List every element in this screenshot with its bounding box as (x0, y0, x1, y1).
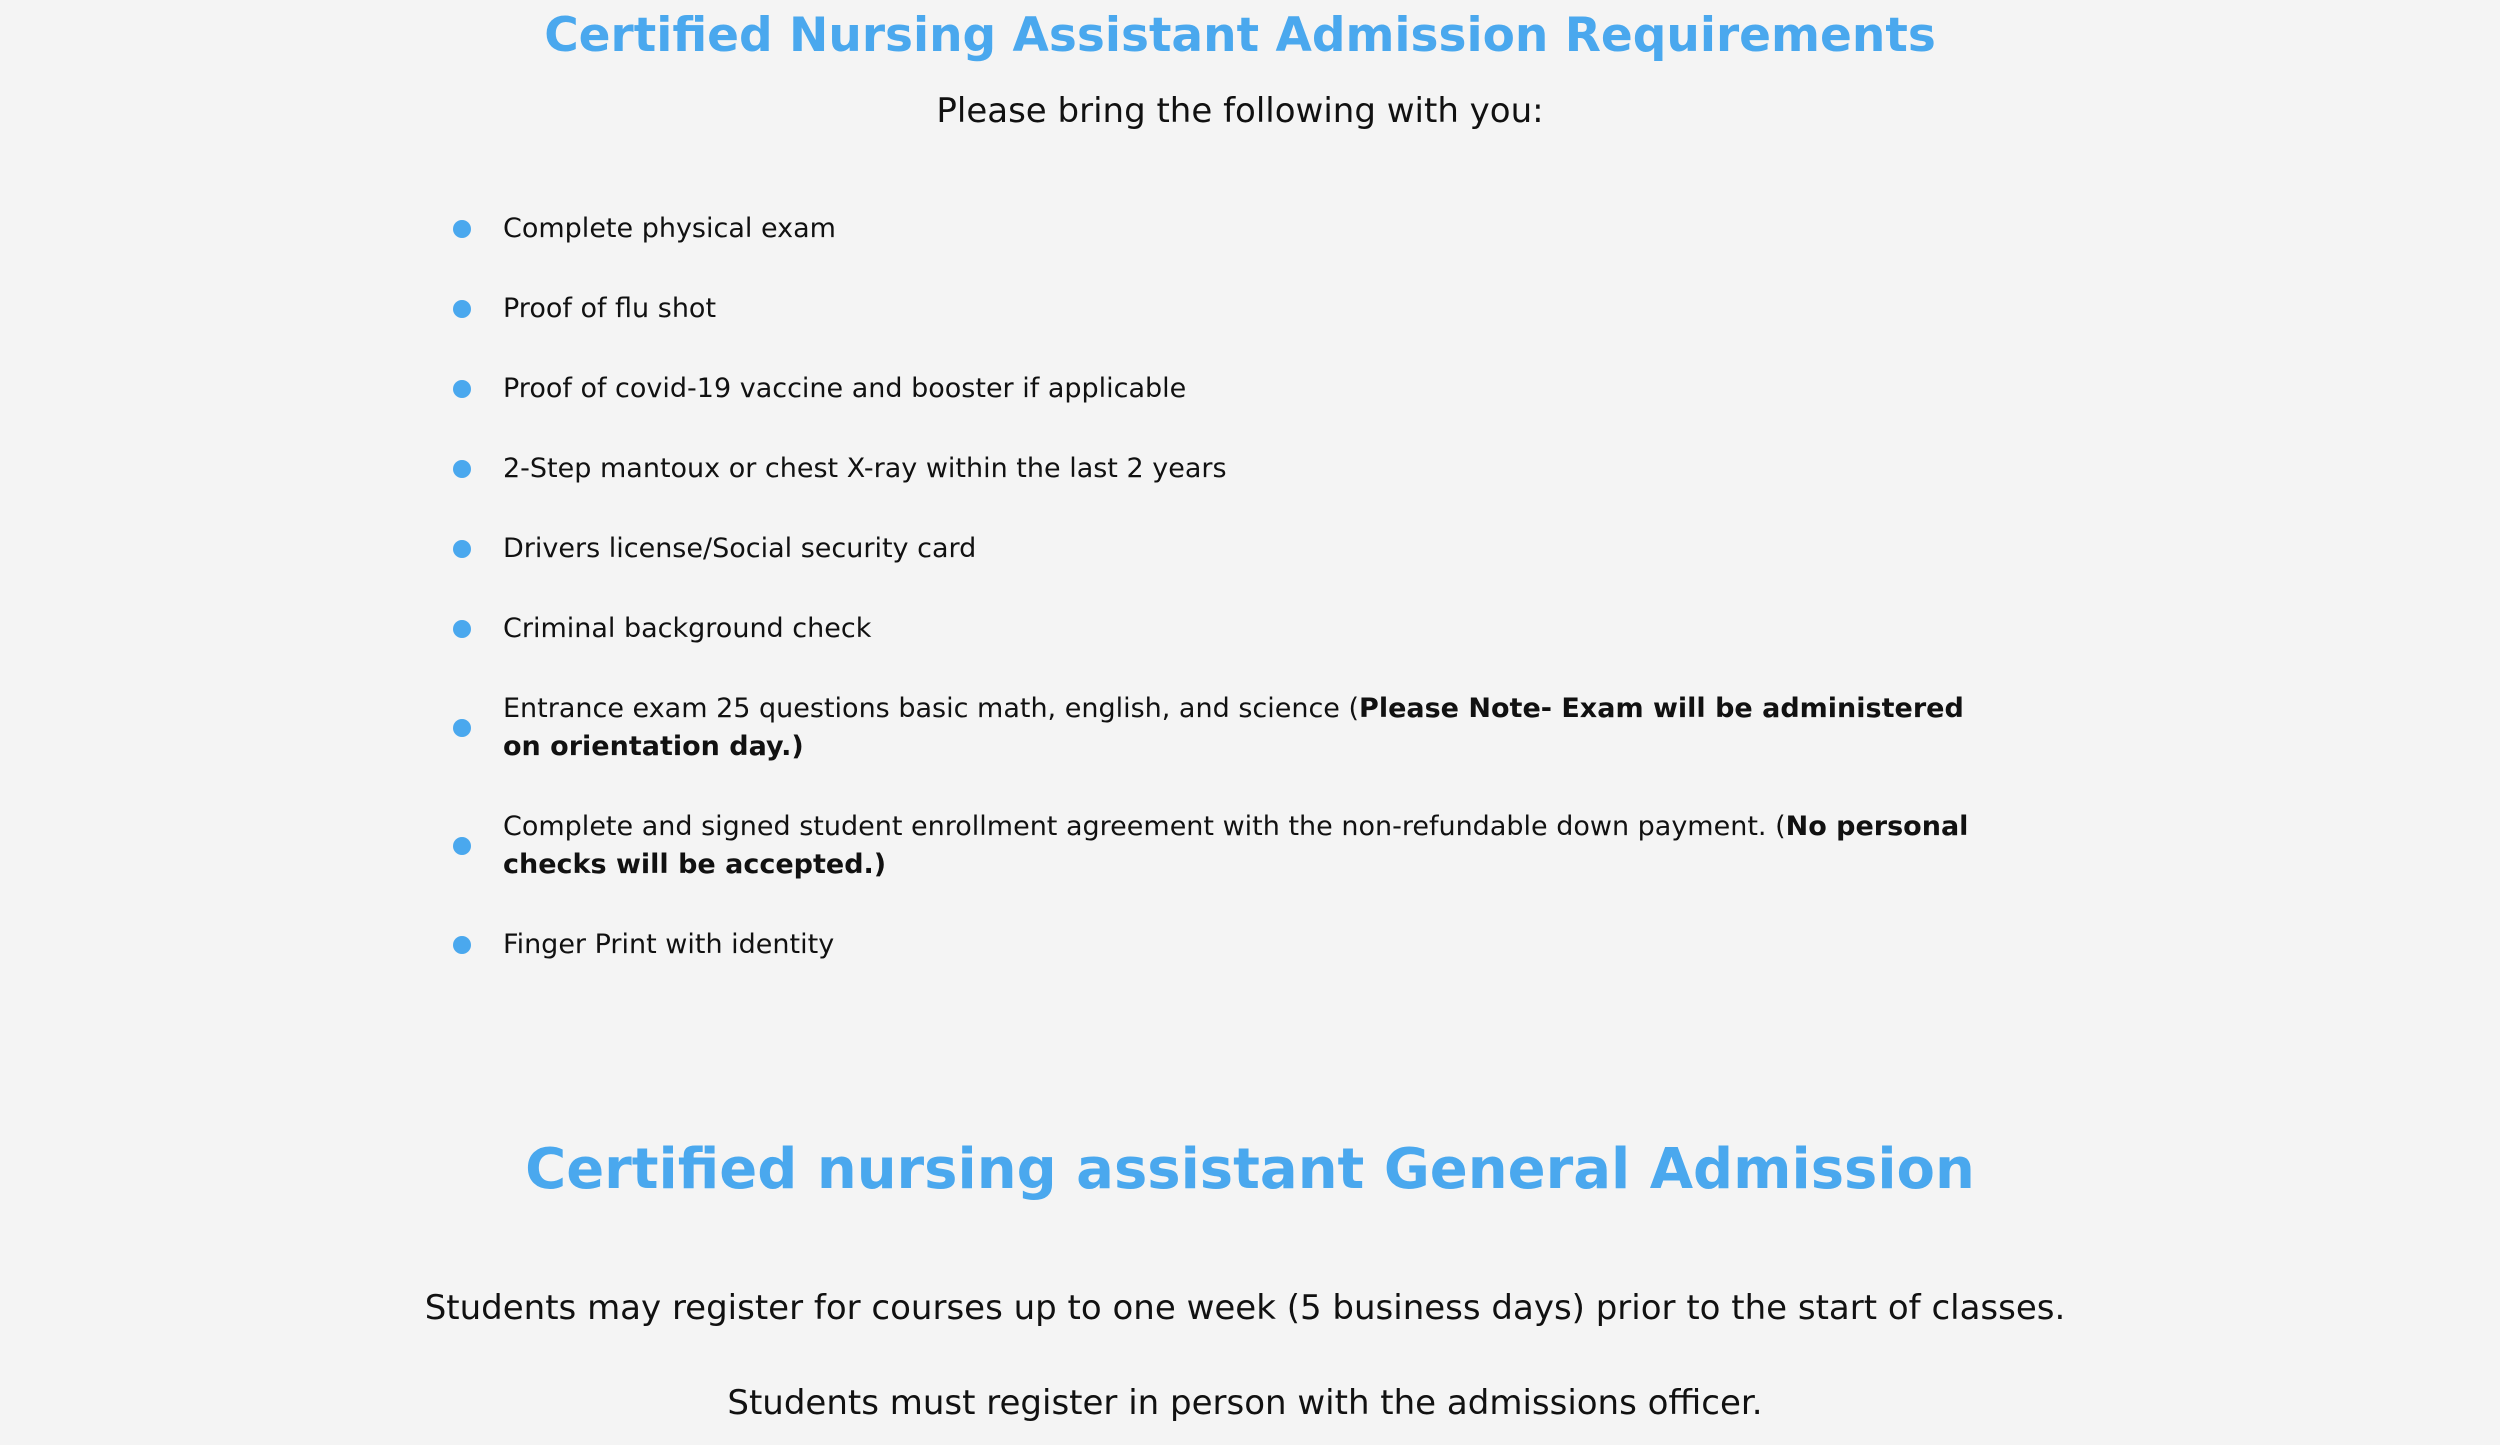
general-admission-paragraph: Students may register for courses up to one week (5 business days) prior to the start of classes. (424, 1288, 2066, 1328)
bullet-dot-icon (453, 837, 471, 855)
list-item (448, 690, 2008, 766)
requirements-title: Certified Nursing Assistant Admission Requirements (544, 8, 1936, 63)
requirements-subtitle: Please bring the following with you: (936, 91, 1544, 131)
bullet-dot-icon (453, 540, 471, 558)
list-item (448, 210, 2008, 248)
list-item (448, 530, 2008, 568)
bullet-dot-icon (453, 380, 471, 398)
general-admission-title: Certified nursing assistant General Admission (525, 1137, 1975, 1202)
list-item (448, 808, 2008, 884)
list-item (448, 610, 2008, 648)
general-admission-paragraph: Students must register in person with the admissions officer. (727, 1383, 1763, 1423)
requirements-list (448, 210, 2008, 1006)
list-item-text: 2-Step mantoux or chest X-ray within the last 2 years (503, 453, 1227, 484)
list-item-text: Complete and signed student enrollment agreement with the non-refundable down payment. ( (503, 811, 1786, 842)
list-item (448, 290, 2008, 328)
list-item-text: Finger Print with identity (503, 929, 835, 960)
list-item-text: Drivers license/Social security card (503, 533, 977, 564)
list-item-text: Proof of covid-19 vaccine and booster if applicable (503, 373, 1187, 404)
list-item-text: Complete physical exam (503, 213, 836, 244)
bullet-dot-icon (453, 936, 471, 954)
list-item-text: Entrance exam 25 questions basic math, english, and science ( (503, 693, 1360, 724)
list-item-bold-note: No personal checks will be accepted.) (503, 811, 1969, 880)
bullet-dot-icon (453, 719, 471, 737)
bullet-dot-icon (453, 460, 471, 478)
list-item-text: Proof of flu shot (503, 293, 717, 324)
bullet-dot-icon (453, 300, 471, 318)
bullet-dot-icon (453, 220, 471, 238)
list-item-bold-note: Please Note- Exam will be administered on orientation day.) (503, 693, 1964, 762)
list-item (448, 450, 2008, 488)
list-item (448, 926, 2008, 964)
list-item (448, 370, 2008, 408)
bullet-dot-icon (453, 620, 471, 638)
list-item-text: Criminal background check (503, 613, 872, 644)
